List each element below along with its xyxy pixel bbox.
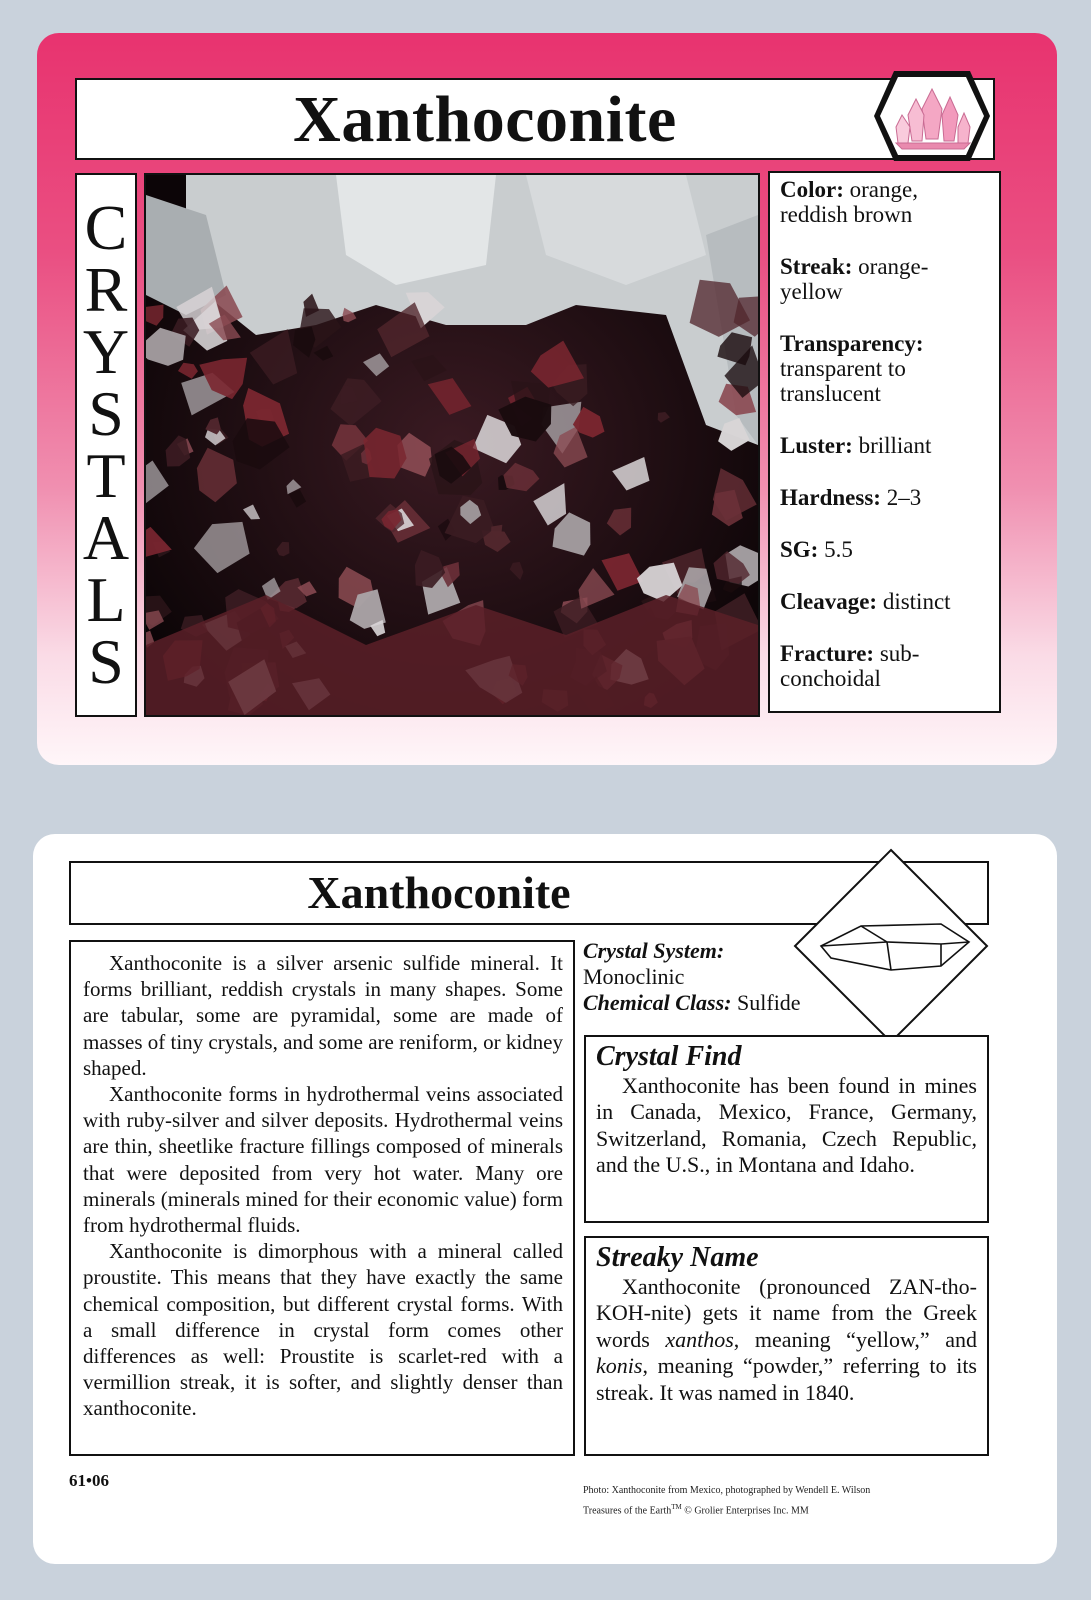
streaky-name-panel	[584, 1236, 989, 1456]
properties-panel	[768, 171, 1001, 713]
pink-crystal-cluster-icon	[872, 69, 992, 163]
property-sg: SG: 5.5	[780, 537, 853, 562]
card-back	[33, 834, 1057, 1564]
category-letter: T	[86, 440, 126, 511]
front-title-box	[75, 78, 995, 160]
property-cleavage: Cleavage: distinct	[780, 589, 951, 614]
mineral-photo-drawing	[146, 175, 758, 715]
crystal-find-text: Xanthoconite has been found in mines in Canada, Mexico, France, Germany, Switzerland, Romania, Czech Republic, and the U.S., in Montana and Idaho.	[596, 1073, 977, 1178]
category-letter: R	[84, 254, 128, 325]
property-hardness: Hardness: 2–3	[780, 485, 922, 510]
classification-block	[583, 938, 843, 1016]
streaky-name-text: Xanthoconite (pronounced ZAN-tho-KOH-nite) gets it name from the Greek words xanthos, meaning “yellow,” and konis, meaning “powder,” referring to its streak. It was named in 1840.	[596, 1274, 977, 1405]
description-panel	[69, 940, 575, 1456]
card-title: Xanthoconite	[293, 83, 677, 156]
category-letter: S	[88, 626, 124, 697]
crystal-system-label: Crystal System:	[583, 938, 725, 963]
chemical-class-value: Sulfide	[737, 990, 801, 1015]
streaky-name-heading: Streaky Name	[596, 1242, 759, 1273]
category-letter: Y	[82, 316, 130, 387]
card-number: 61•06	[69, 1471, 109, 1490]
chemical-class-label: Chemical Class:	[583, 990, 732, 1015]
card-front	[37, 33, 1057, 765]
crystal-find-panel	[584, 1035, 989, 1223]
crystal-find-heading: Crystal Find	[596, 1041, 742, 1072]
property-color: Color: orange, reddish brown	[780, 177, 918, 227]
property-luster: Luster: brilliant	[780, 433, 932, 458]
description-paragraph: Xanthoconite forms in hydrothermal veins associated with ruby-silver and silver deposits. Hydrothermal veins are thin, sheetlike fracture fillings composed of minerals that were deposited from very hot water. Many ore minerals (minerals mined for their economic value) form from hydrothermal fluids.	[83, 1082, 563, 1238]
category-letter: S	[88, 378, 124, 449]
description-paragraph: Xanthoconite is a silver arsenic sulfide mineral. It forms brilliant, reddish crystals in many shapes. Some are tabular, some are pyramidal, some are made of masses of tiny crystals, and some are reniform, or kidney shaped.	[83, 951, 563, 1080]
photo-credit: Photo: Xanthoconite from Mexico, photographed by Wendell E. Wilson Treasures of the Earth™ © Grolier Enterprises Inc. MM	[583, 1485, 871, 1517]
property-streak: Streak: orange-yellow	[780, 254, 929, 304]
category-letter: A	[82, 502, 130, 573]
category-vertical-label	[75, 173, 137, 717]
card-title: Xanthoconite	[307, 867, 571, 918]
crystal-system-value: Monoclinic	[583, 964, 685, 989]
description-paragraph: Xanthoconite is dimorphous with a mineral called proustite. This means that they have exactly the same chemical composition, but different crystal forms. With a small difference in crystal form comes other differences as well: Proustite is scarlet-red with a vermillion streak, it is softer, and slightly denser than xanthoconite.	[83, 1239, 563, 1421]
property-transparency: Transparency: transparent to translucent	[780, 331, 924, 406]
category-letter: L	[86, 564, 126, 635]
category-letter: C	[84, 192, 128, 263]
mineral-photo-image	[144, 173, 760, 717]
property-fracture: Fracture: sub-conchoidal	[780, 641, 920, 691]
